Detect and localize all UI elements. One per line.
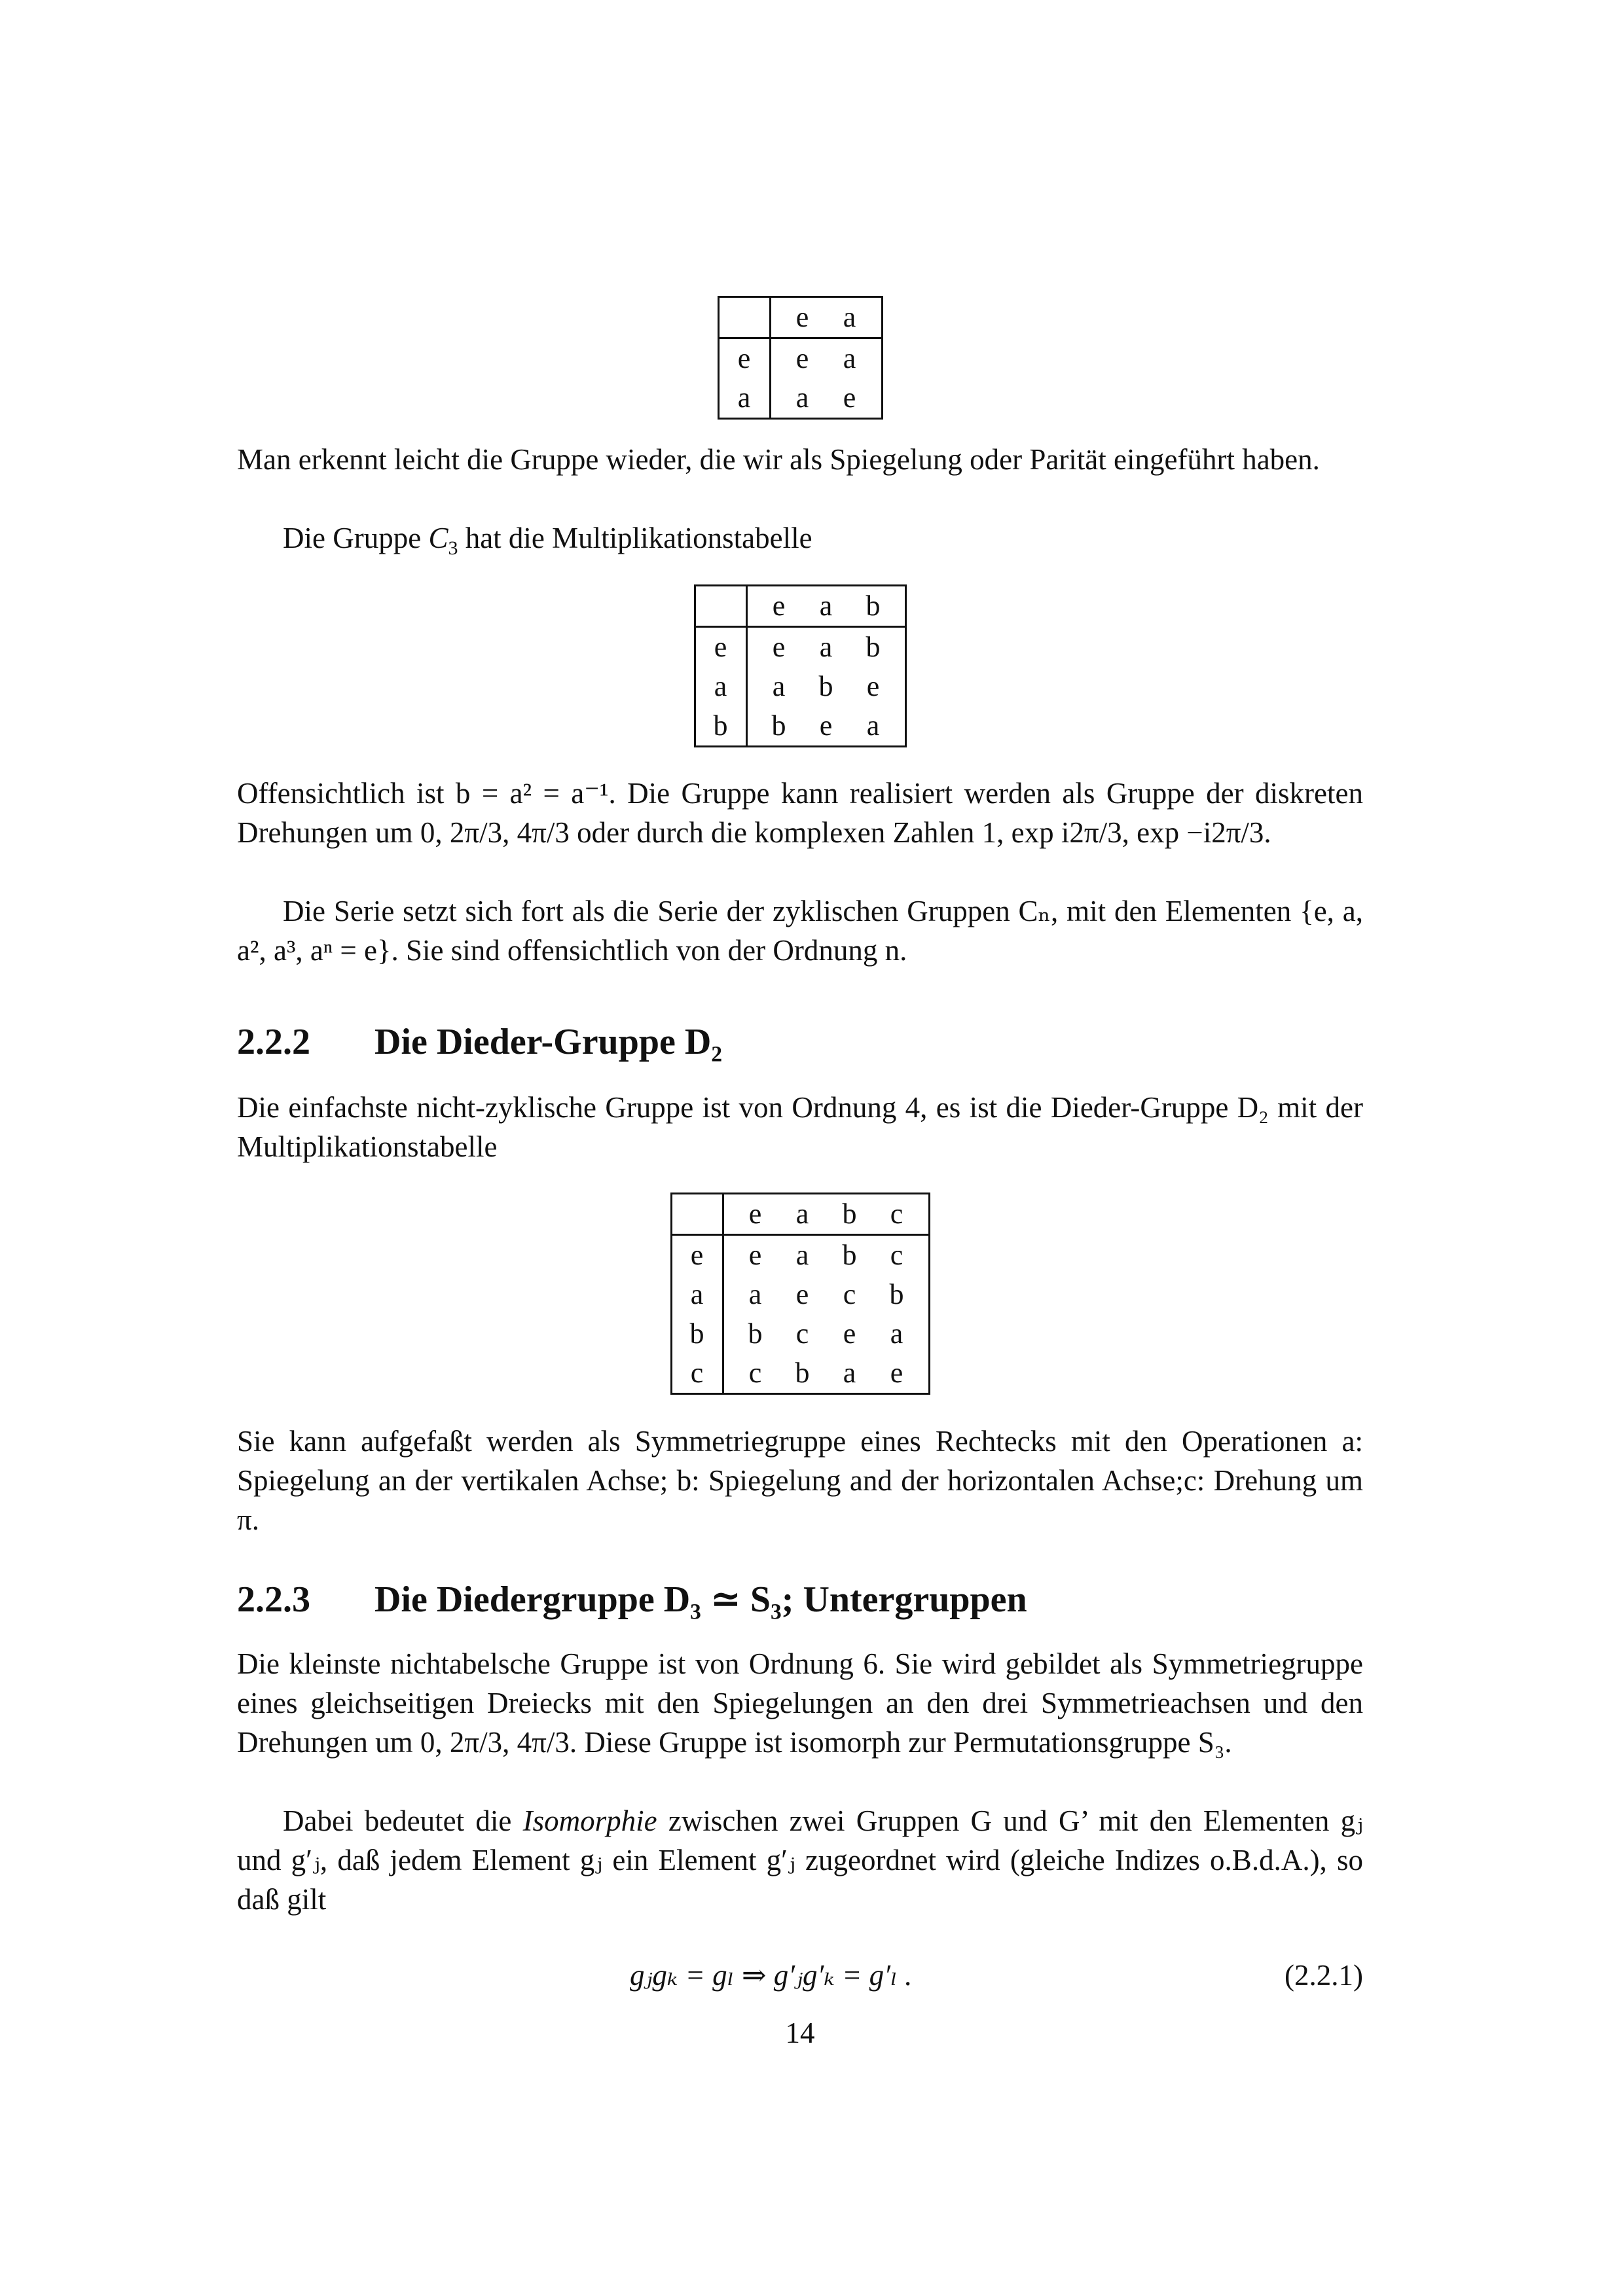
table-cell: c	[748, 1357, 762, 1389]
section-number: 2.2.3	[237, 1579, 310, 1620]
table-cell: b	[748, 1318, 763, 1350]
table-cell: a	[803, 586, 850, 627]
table-cell: a	[826, 297, 883, 338]
table-cell: a	[718, 378, 770, 419]
table-cell: b	[818, 670, 833, 702]
multiplication-table-z2	[718, 296, 883, 420]
table-cell: b	[671, 1314, 723, 1354]
table-cell: c	[671, 1354, 723, 1394]
table-cell: b	[826, 1194, 873, 1235]
table-row	[671, 1314, 929, 1354]
table-cell: e	[695, 627, 746, 668]
paragraph-c3-realization: Offensichtlich ist b = a² = a⁻¹. Die Gruppe kann realisiert werden als Gruppe der diskreten Drehungen um 0, 2π/3, 4π/3 oder durch die komplexen Zahlen 1, exp i2π/3, exp −i2π/3.	[237, 777, 1363, 849]
table-cell: e	[866, 670, 880, 702]
table-cell: a	[795, 382, 809, 414]
equation-formula: gⱼgₖ = gₗ ⇒ g′ⱼg′ₖ = g′ₗ .	[630, 1959, 913, 1992]
table-cell: a	[843, 342, 856, 374]
table-cell: a	[748, 1278, 762, 1310]
paragraph-rectangle-symmetry: Sie kann aufgefaßt werden als Symmetriegruppe eines Rechtecks mit den Operationen a: Spiegelung an der vertikalen Achse; b: Spiegelung and der horizontalen Achse;c: Drehung um π.	[237, 1425, 1363, 1536]
table-cell: b	[850, 586, 906, 627]
paragraph-isomorphism: Dabei bedeutet die Isomorphie zwischen zwei Gruppen G und G’ mit den Elementen gⱼ und g′ⱼ, daß jedem Element gⱼ ein Element g′ⱼ zugeordnet wird (gleiche Indizes o.B.d.A.), so daß gilt	[237, 1804, 1363, 1916]
table-c3-container	[237, 584, 1363, 747]
section-title: Die Dieder-Gruppe D₂	[374, 1022, 723, 1062]
table-row	[671, 1235, 929, 1276]
section-number: 2.2.2	[237, 1022, 310, 1062]
table-cell: a	[695, 667, 746, 706]
table-cell: b	[889, 1278, 904, 1310]
table-cell: b	[795, 1357, 810, 1389]
table-cell: a	[890, 1318, 903, 1350]
table-cell: a	[843, 1357, 856, 1389]
table-cell: a	[671, 1275, 723, 1314]
section-heading-2-2-2	[237, 1021, 1363, 1063]
table-cell: e	[843, 1318, 856, 1350]
table-cell: a	[795, 1239, 809, 1271]
paragraph-c3-intro: Die Gruppe $C_3$ hat die Multiplikationstabelle	[283, 522, 812, 559]
table-cell: e	[723, 1194, 779, 1235]
paragraph-cyclic-series: Die Serie setzt sich fort als die Serie der zyklischen Gruppen Cₙ, mit den Elementen {e, a, a², a³, aⁿ = e}. Sie sind offensichtlich von der Ordnung n.	[237, 895, 1363, 967]
paragraph-parity: Man erkennt leicht die Gruppe wieder, die wir als Spiegelung oder Parität eingeführt haben.	[237, 443, 1320, 476]
table-cell: e	[748, 1239, 762, 1271]
table-cell: c	[890, 1239, 903, 1271]
page-number: 14	[785, 2017, 815, 2049]
table-cell: e	[718, 338, 770, 379]
table-header-row	[695, 586, 905, 627]
table-row	[671, 1354, 929, 1394]
table-cell: a	[819, 631, 833, 663]
multiplication-table-d2	[670, 1193, 930, 1395]
paragraph-d3-intro: Die kleinste nichtabelsche Gruppe ist von Ordnung 6. Sie wird gebildet als Symmetriegruppe eines gleichseitigen Dreiecks mit den Spiegelungen an den drei Symmetrieachsen und den Drehungen um 0, 2π/3, 4π/3. Diese Gruppe ist isomorph zur Permutationsgruppe S₃.	[237, 1647, 1363, 1759]
table-cell: e	[671, 1235, 723, 1276]
table-cell: e	[770, 297, 826, 338]
table-cell: e	[795, 1278, 809, 1310]
table-row	[695, 627, 905, 668]
table-cell: b	[695, 706, 746, 747]
table-cell: e	[746, 586, 803, 627]
table-z2-container	[237, 296, 1363, 420]
equation-number: (2.2.1)	[1285, 1959, 1363, 1992]
table-row	[671, 1275, 929, 1314]
table-cell: e	[890, 1357, 903, 1389]
paragraph-d2-intro: Die einfachste nicht-zyklische Gruppe ist von Ordnung 4, es ist die Dieder-Gruppe D₂ mit der Multiplikationstabelle	[237, 1091, 1363, 1163]
table-cell: c	[795, 1318, 809, 1350]
table-cell: e	[795, 342, 809, 374]
table-cell: a	[866, 709, 880, 742]
table-cell: e	[843, 382, 856, 414]
table-cell: b	[771, 709, 786, 742]
table-cell: b	[866, 631, 881, 663]
table-cell: b	[842, 1239, 857, 1271]
table-row	[718, 378, 882, 419]
table-header-row	[718, 297, 882, 338]
table-cell: c	[843, 1278, 856, 1310]
section-title: Die Diedergruppe D₃ ≃ S₃; Untergruppen	[374, 1579, 1027, 1620]
table-row	[695, 706, 905, 747]
table-cell: c	[873, 1194, 930, 1235]
section-heading-2-2-3	[237, 1577, 1363, 1621]
table-cell: a	[772, 670, 786, 702]
table-cell: a	[779, 1194, 826, 1235]
table-header-row	[671, 1194, 929, 1235]
multiplication-table-c3	[694, 584, 907, 747]
table-row	[695, 667, 905, 706]
table-d2-container	[237, 1193, 1363, 1395]
table-row	[718, 338, 882, 379]
emphasis-isomorphie: Isomorphie	[522, 1804, 657, 1837]
table-cell: e	[819, 709, 833, 742]
table-cell: e	[772, 631, 786, 663]
